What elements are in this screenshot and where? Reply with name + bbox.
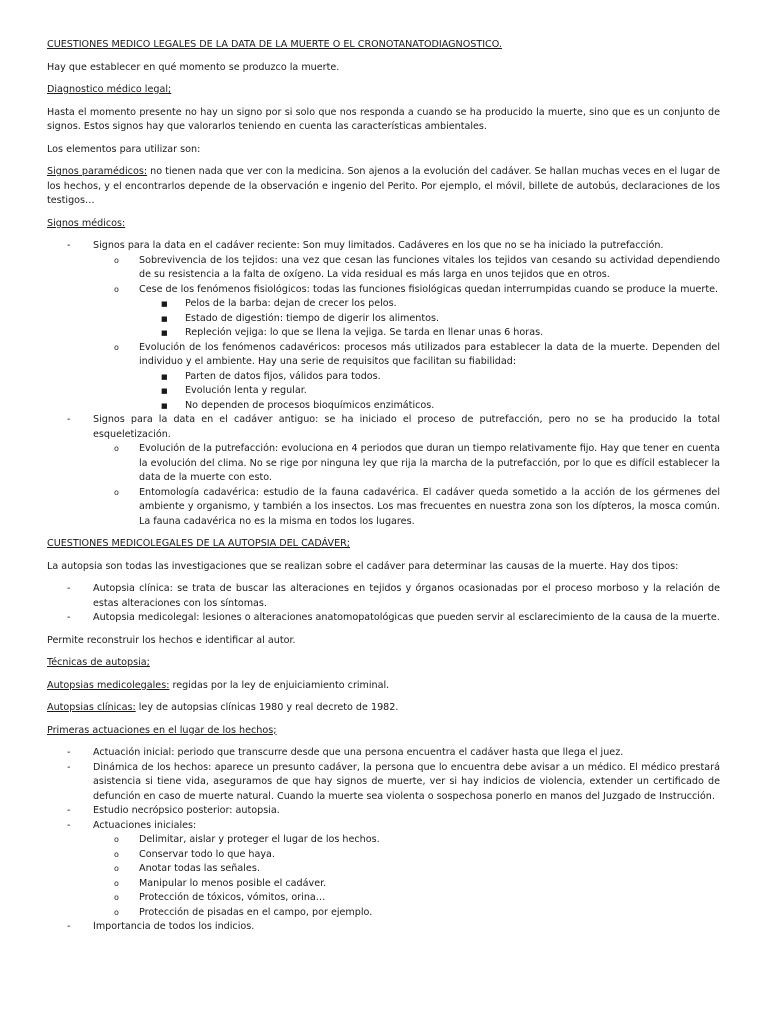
list-item <box>139 370 720 385</box>
list-item <box>93 877 720 892</box>
sublist <box>93 833 720 920</box>
clinicas-paragraph <box>47 701 720 716</box>
list-item-text: Actuación inicial: periodo que transcurre desde que una persona encuentra el cadáver hasta que llega el juez. <box>93 747 624 758</box>
list-item-text: Signos para la data en el cadáver reciente: Son muy limitados. Cadáveres en los que no se ha iniciado la putrefacción. <box>93 240 664 251</box>
intro-paragraph: Hay que establecer en qué momento se produzco la muerte. <box>47 61 340 73</box>
dash-marker: - <box>67 747 71 758</box>
clinicas-label: Autopsias clínicas: <box>47 702 136 713</box>
list-item <box>47 819 720 921</box>
dash-marker: - <box>67 612 71 623</box>
diagnostico-heading: Diagnostico médico legal; <box>47 84 172 95</box>
medicolegales-label: Autopsias medicolegales: <box>47 679 170 691</box>
list-item-text: Autopsia clínica: se trata de buscar las alteraciones en tejidos y órganos ocasionadas por el proceso morboso y la relación de estas alteraciones con los síntomas. <box>93 583 720 609</box>
circle-bullet-icon: o <box>114 284 119 294</box>
diagnostico-paragraph: Hasta el momento presente no hay un signo por si solo que nos responda a cuando se ha producido la muerte, sino que es un conjunto de signos. Estos signos hay que valorarlos teniendo en cuenta las características ambientales. <box>47 106 720 132</box>
list-item-text: Parten de datos fijos, válidos para todos. <box>185 370 381 382</box>
circle-bullet-icon: o <box>114 849 119 859</box>
sublist <box>139 370 720 414</box>
square-bullet-icon: ■ <box>161 401 168 410</box>
circle-bullet-icon: o <box>114 907 119 917</box>
list-item-text: Signos para la data en el cadáver antiguo: se ha iniciado el proceso de putrefacción, pero no se ha producido la total esqueletización. <box>93 414 720 440</box>
clinicas-text: ley de autopsias clínicas 1980 y real decreto de 1982. <box>135 702 399 713</box>
signos-medicos-heading: Signos médicos: <box>47 217 126 229</box>
signos-medicos-list <box>47 239 720 529</box>
list-item <box>93 906 720 921</box>
circle-bullet-icon: o <box>114 487 119 497</box>
list-item-text: Protección de pisadas en el campo, por ejemplo. <box>139 906 373 918</box>
square-bullet-icon: ■ <box>161 314 168 323</box>
circle-bullet-icon: o <box>114 864 119 873</box>
document-title: CUESTIONES MEDICO LEGALES DE LA DATA DE LA MUERTE O EL CRONOTANATODIAGNOSTICO. <box>47 39 502 50</box>
primeras-actuaciones-heading: Primeras actuaciones en el lugar de los hechos; <box>47 724 277 736</box>
reconstruir-paragraph: Permite reconstruir los hechos e identificar al autor. <box>47 634 296 646</box>
list-item <box>47 611 720 626</box>
dash-marker: - <box>67 819 71 831</box>
list-item <box>139 399 720 414</box>
circle-bullet-icon: o <box>114 893 119 902</box>
list-item-text: No dependen de procesos bioquímicos enzimáticos. <box>185 399 435 411</box>
list-item-text: Evolución lenta y regular. <box>185 385 307 396</box>
list-item <box>93 833 720 848</box>
paramedicos-paragraph <box>47 165 720 209</box>
list-item-text: Pelos de la barba: dejan de crecer los pelos. <box>185 298 397 309</box>
list-item <box>93 862 720 877</box>
list-item-text: Estado de digestión: tiempo de digerir los alimentos. <box>185 312 440 324</box>
list-item <box>93 442 720 486</box>
dash-marker: - <box>67 414 71 425</box>
sublist <box>93 254 720 414</box>
dash-marker: - <box>67 805 71 816</box>
tecnicas-heading: Técnicas de autopsia; <box>47 657 150 668</box>
medicolegales-text: regidas por la ley de enjuiciamiento criminal. <box>169 679 390 691</box>
list-item-text: Autopsia medicolegal: lesiones o alteraciones anatomopatológicas que pueden servir al esclarecimiento de la causa de la muerte. <box>93 612 720 623</box>
circle-bullet-icon: o <box>114 255 119 265</box>
list-item <box>93 891 720 906</box>
list-item-text: Conservar todo lo que haya. <box>139 848 275 860</box>
paramedicos-label: Signos paramédicos: <box>47 166 148 177</box>
square-bullet-icon: ■ <box>161 387 168 395</box>
sublist <box>93 442 720 529</box>
elementos-paragraph: Los elementos para utilizar son: <box>47 143 201 155</box>
dash-marker: - <box>67 240 71 251</box>
list-item-text: Protección de tóxicos, vómitos, orina… <box>139 892 326 903</box>
autopsia-intro: La autopsia son todas las investigaciones que se realizan sobre el cadáver para determinar las causas de la muerte. Hay dos tipos: <box>47 560 679 572</box>
list-item-text: Evolución de los fenómenos cadavéricos: procesos más utilizados para establecer la data de la muerte. Dependen del individuo y el ambiente. Hay una serie de requisitos que facilitan su fiabilidad: <box>139 341 720 367</box>
square-bullet-icon: ■ <box>161 372 168 381</box>
list-item-text: Dinámica de los hechos: aparece un presunto cadáver, la persona que lo encuentra debe avisar a un médico. El médico prestará asistencia si tiene vida, aseguramos de que hay signos de muerte, ver si hay indicios de violencia, extender un certificado de defunción en caso de muerte natural. Cuando la muerte sea violenta o sospechosa ponerlo en manos del Juzgado de Instrucción. <box>93 761 720 802</box>
square-bullet-icon: ■ <box>161 300 168 308</box>
list-item <box>93 486 720 530</box>
list-item <box>47 239 720 413</box>
list-item-text: Estudio necrópsico posterior: autopsia. <box>93 805 280 816</box>
dash-marker: - <box>67 761 71 773</box>
list-item <box>139 297 720 312</box>
circle-bullet-icon: o <box>114 342 119 352</box>
list-item <box>47 746 720 761</box>
list-item-text: Evolución de la putrefacción: evoluciona en 4 periodos que duran un tiempo relativamente fijo. Hay que tener en cuenta la evolución del clima. No se rige por ninguna ley que rija la marcha de la putrefacción, por lo que es difícil establecer la data de la muerte con esto. <box>139 443 720 483</box>
list-item <box>93 341 720 414</box>
list-item-text: Cese de los fenómenos fisiológicos: todas las funciones fisiológicas quedan interrumpidas cuando se produce la muerte. <box>139 283 719 295</box>
list-item-text: Delimitar, aislar y proteger el lugar de los hechos. <box>139 834 380 845</box>
list-item <box>139 326 720 341</box>
circle-bullet-icon: o <box>114 835 119 844</box>
list-item <box>139 384 720 399</box>
square-bullet-icon: ■ <box>161 329 168 337</box>
sublist <box>139 297 720 341</box>
dash-marker: - <box>67 583 71 594</box>
medicolegales-paragraph <box>47 679 720 694</box>
list-item-text: Anotar todas las señales. <box>139 863 260 874</box>
list-item-text: Actuaciones iniciales: <box>93 819 197 831</box>
circle-bullet-icon: o <box>114 444 119 453</box>
list-item-text: Repleción vejiga: lo que se llena la vejiga. Se tarda en llenar unas 6 horas. <box>185 327 544 338</box>
list-item <box>93 254 720 283</box>
list-item <box>47 761 720 805</box>
list-item-text: Manipular lo menos posible el cadáver. <box>139 877 327 889</box>
list-item <box>139 312 720 327</box>
circle-bullet-icon: o <box>114 878 119 888</box>
list-item <box>47 582 720 611</box>
dash-marker: - <box>67 921 71 932</box>
list-item <box>93 283 720 341</box>
list-item <box>47 413 720 529</box>
primeras-actuaciones-list <box>47 746 720 935</box>
list-item <box>47 804 720 819</box>
list-item-text: Sobrevivencia de los tejidos: una vez que cesan las funciones vitales los tejidos van cesando su actividad dependiendo de su resistencia a la falta de oxígeno. La vida residual es más larga en unos tejidos que en otros. <box>139 254 720 280</box>
list-item-text: Importancia de todos los indicios. <box>93 921 255 932</box>
autopsia-title: CUESTIONES MEDICOLEGALES DE LA AUTOPSIA DEL CADÁVER; <box>47 538 351 549</box>
list-item-text: Entomología cadavérica: estudio de la fauna cadavérica. El cadáver queda sometido a la acción de los gérmenes del ambiente y organismo, y también a los insectos. Los mas frecuentes en nuestra zona son los dípteros, la mosca común. La fauna cadavérica no es la misma en todos los lugares. <box>139 486 720 527</box>
list-item <box>47 920 720 935</box>
paramedicos-text: no tienen nada que ver con la medicina. Son ajenos a la evolución del cadáver. Se hallan muchas veces en el lugar de los hechos, y el encontrarlos depende de la observación e ingenio del Perito. Por ejemplo, el móvil, billete de autobús, declaraciones de los testigos… <box>47 166 720 206</box>
autopsia-tipos-list <box>47 582 720 626</box>
list-item <box>93 848 720 863</box>
